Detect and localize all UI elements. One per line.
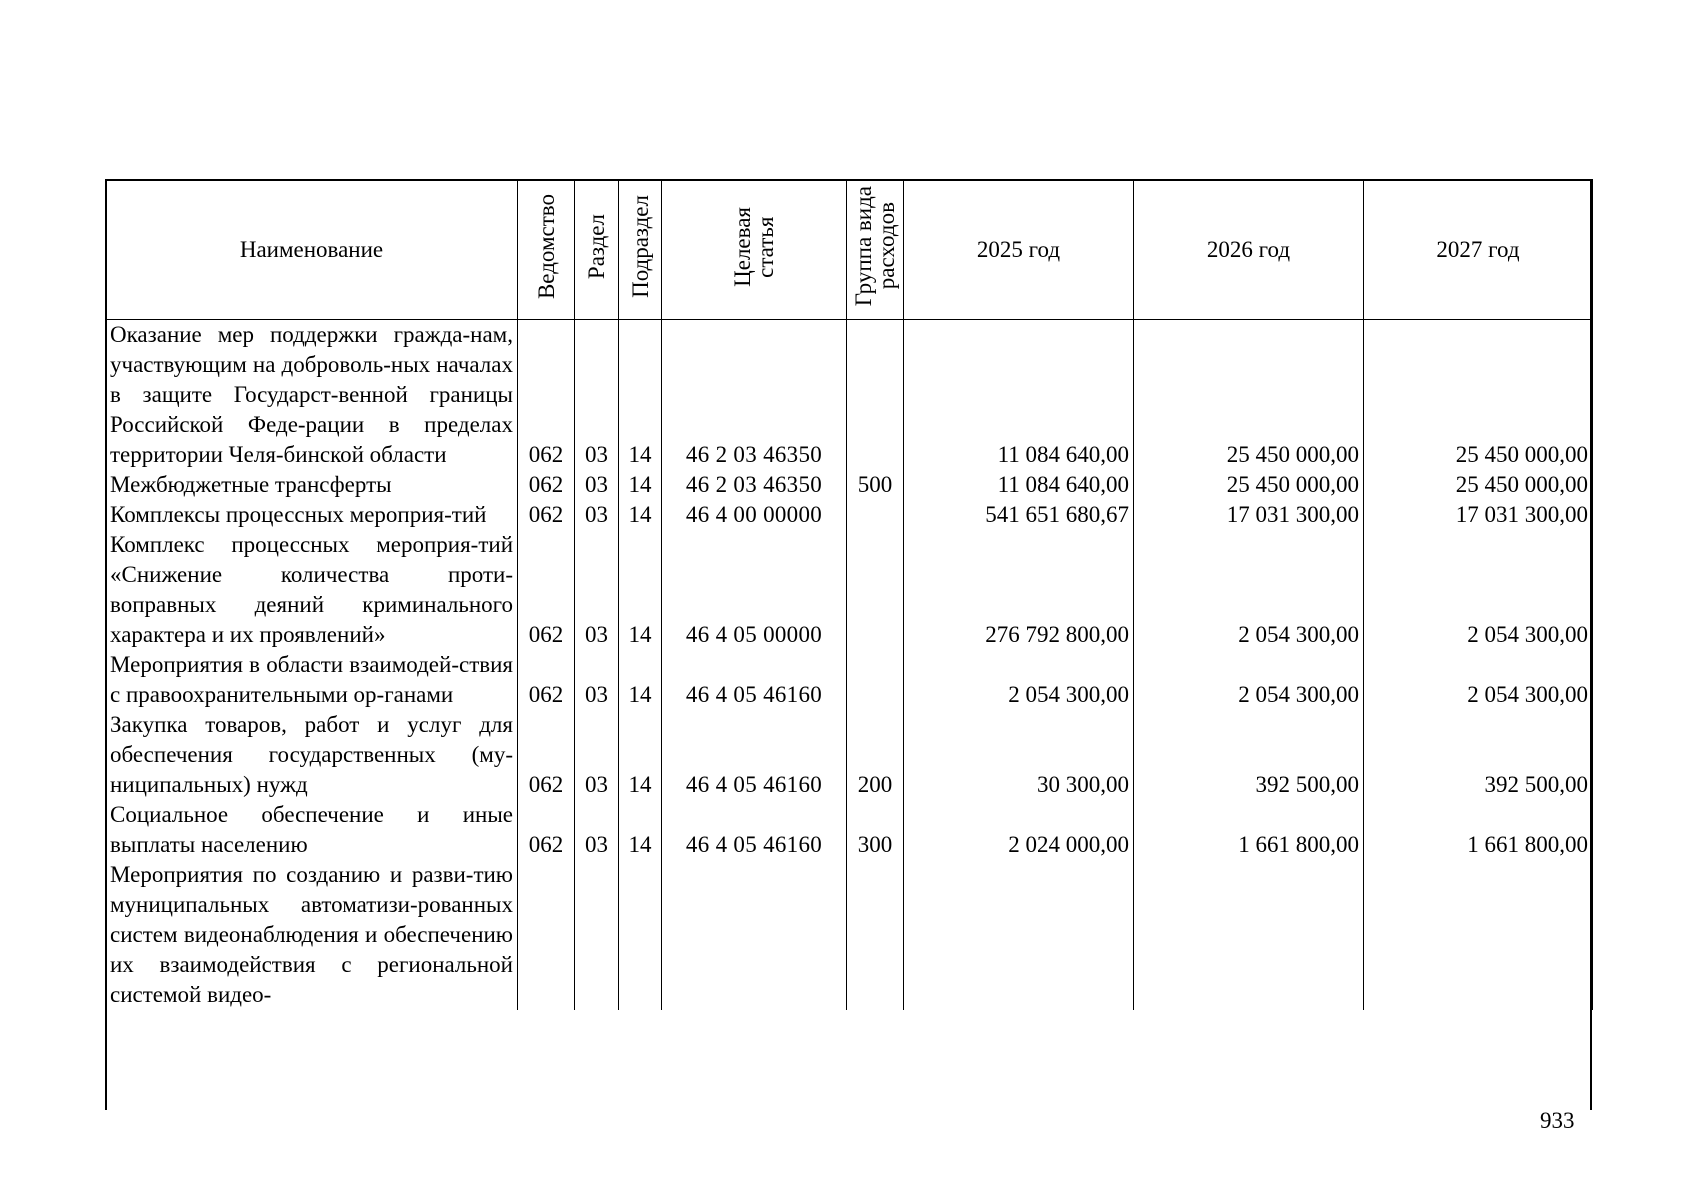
header-2026: 2026 год [1134, 180, 1364, 320]
cell-2027: 2 054 300,00 [1364, 530, 1593, 650]
cell-razdel: 03 [575, 500, 619, 530]
cell-name: Закупка товаров, работ и услуг для обеспечения государственных (му-ниципальных) нужд [106, 710, 518, 800]
cell-2027 [1364, 860, 1593, 1010]
cell-2027: 392 500,00 [1364, 710, 1593, 800]
cell-2026: 2 054 300,00 [1134, 650, 1364, 710]
cell-gruppa-vida-rashodov: 200 [847, 710, 904, 800]
cell-2025: 11 084 640,00 [904, 320, 1134, 471]
cell-razdel: 03 [575, 800, 619, 860]
cell-celevaya-statya: 46 4 05 46160 [662, 800, 847, 860]
cell-2026: 25 450 000,00 [1134, 470, 1364, 500]
header-vedomstvo: Ведомство [518, 180, 575, 320]
cell-2026: 392 500,00 [1134, 710, 1364, 800]
header-2025: 2025 год [904, 180, 1134, 320]
cell-gruppa-vida-rashodov: 300 [847, 800, 904, 860]
cell-2026: 17 031 300,00 [1134, 500, 1364, 530]
cell-2027: 25 450 000,00 [1364, 320, 1593, 471]
cell-celevaya-statya: 46 4 05 46160 [662, 650, 847, 710]
cell-2025: 30 300,00 [904, 710, 1134, 800]
cell-2027: 2 054 300,00 [1364, 650, 1593, 710]
cell-2026: 1 661 800,00 [1134, 800, 1364, 860]
cell-vedomstvo: 062 [518, 650, 575, 710]
cell-gruppa-vida-rashodov [847, 320, 904, 471]
cell-vedomstvo [518, 860, 575, 1010]
cell-podrazdel: 14 [619, 800, 662, 860]
header-celevaya-statya: Целевая статья [662, 180, 847, 320]
cell-name: Комплексы процессных мероприя-тий [106, 500, 518, 530]
cell-2026 [1134, 860, 1364, 1010]
cell-vedomstvo: 062 [518, 470, 575, 500]
cell-vedomstvo: 062 [518, 800, 575, 860]
cell-celevaya-statya [662, 860, 847, 1010]
table-row [106, 530, 1593, 650]
table-row [106, 470, 1593, 500]
cell-2025: 276 792 800,00 [904, 530, 1134, 650]
cell-2027: 25 450 000,00 [1364, 470, 1593, 500]
header-gruppa-vida-rashodov: Группа вида расходов [847, 180, 904, 320]
cell-name: Мероприятия в области взаимодей-ствия с правоохранительными ор-ганами [106, 650, 518, 710]
header-name: Наименование [106, 180, 518, 320]
table-row [106, 320, 1593, 471]
cell-name: Мероприятия по созданию и разви-тию муниципальных автоматизи-рованных систем видеонаблюдения и обеспечению их взаимодействия с региональной системой видео- [106, 860, 518, 1010]
cell-2025 [904, 860, 1134, 1010]
cell-gruppa-vida-rashodov [847, 860, 904, 1010]
table-row [106, 710, 1593, 800]
budget-table [105, 179, 1593, 1010]
table-row [106, 650, 1593, 710]
cell-2025: 541 651 680,67 [904, 500, 1134, 530]
cell-celevaya-statya: 46 4 05 46160 [662, 710, 847, 800]
cell-razdel: 03 [575, 320, 619, 471]
cell-podrazdel [619, 860, 662, 1010]
cell-vedomstvo: 062 [518, 500, 575, 530]
cell-celevaya-statya: 46 4 05 00000 [662, 530, 847, 650]
cell-2025: 11 084 640,00 [904, 470, 1134, 500]
cell-celevaya-statya: 46 2 03 46350 [662, 320, 847, 471]
cell-name: Оказание мер поддержки гражда-нам, участвующим на доброволь-ных началах в защите Государст-венной границы Российской Феде-рации в пределах территории Челя-бинской области [106, 320, 518, 471]
cell-2027: 17 031 300,00 [1364, 500, 1593, 530]
cell-razdel: 03 [575, 470, 619, 500]
header-razdel: Раздел [575, 180, 619, 320]
cell-2027: 1 661 800,00 [1364, 800, 1593, 860]
cell-celevaya-statya: 46 4 00 00000 [662, 500, 847, 530]
cell-gruppa-vida-rashodov [847, 650, 904, 710]
cell-podrazdel: 14 [619, 530, 662, 650]
cell-podrazdel: 14 [619, 650, 662, 710]
cell-podrazdel: 14 [619, 320, 662, 471]
cell-podrazdel: 14 [619, 710, 662, 800]
cell-vedomstvo: 062 [518, 530, 575, 650]
header-2027: 2027 год [1364, 180, 1593, 320]
cell-razdel: 03 [575, 710, 619, 800]
page-number: 933 [1540, 1108, 1575, 1133]
cell-razdel: 03 [575, 650, 619, 710]
header-row [106, 180, 1593, 320]
cell-gruppa-vida-rashodov: 500 [847, 470, 904, 500]
cell-2026: 2 054 300,00 [1134, 530, 1364, 650]
cell-name: Межбюджетные трансферты [106, 470, 518, 500]
cell-2026: 25 450 000,00 [1134, 320, 1364, 471]
cell-name: Комплекс процессных мероприя-тий «Снижение количества проти-воправных деяний криминального характера и их проявлений» [106, 530, 518, 650]
cell-celevaya-statya: 46 2 03 46350 [662, 470, 847, 500]
cell-2025: 2 024 000,00 [904, 800, 1134, 860]
cell-razdel [575, 860, 619, 1010]
table-row [106, 500, 1593, 530]
cell-name: Социальное обеспечение и иные выплаты населению [106, 800, 518, 860]
cell-2025: 2 054 300,00 [904, 650, 1134, 710]
cell-podrazdel: 14 [619, 500, 662, 530]
table-row [106, 800, 1593, 860]
table-row [106, 860, 1593, 1010]
cell-vedomstvo: 062 [518, 320, 575, 471]
header-podrazdel: Подраздел [619, 180, 662, 320]
cell-gruppa-vida-rashodov [847, 530, 904, 650]
cell-vedomstvo: 062 [518, 710, 575, 800]
cell-gruppa-vida-rashodov [847, 500, 904, 530]
cell-podrazdel: 14 [619, 470, 662, 500]
cell-razdel: 03 [575, 530, 619, 650]
